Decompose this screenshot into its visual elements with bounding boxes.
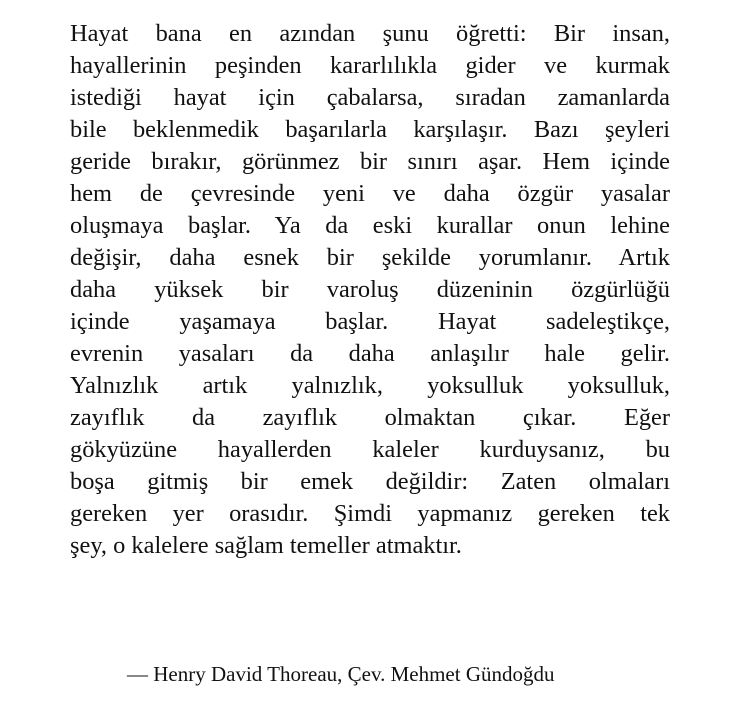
quote-line: değişir, daha esnek bir şekilde yorumlanır. Artık xyxy=(70,244,670,271)
attribution: — Henry David Thoreau, Çev. Mehmet Gündoğdu xyxy=(127,662,555,686)
quote-line: evrenin yasaları da daha anlaşılır hale gelir. xyxy=(70,340,670,367)
quote-line: zayıflık da zayıflık olmaktan çıkar. Eğer xyxy=(70,404,670,431)
quote-line: bile beklenmedik başarılarla karşılaşır. Bazı şeyleri xyxy=(70,116,670,143)
quote-line: geride bırakır, görünmez bir sınırı aşar. Hem içinde xyxy=(70,148,670,175)
quote-line: daha yüksek bir varoluş düzeninin özgürlüğü xyxy=(70,276,670,303)
quote-line: oluşmaya başlar. Ya da eski kurallar onun lehine xyxy=(70,212,670,239)
quote-line: gereken yer orasıdır. Şimdi yapmanız gereken tek xyxy=(70,500,670,527)
quote-line: Yalnızlık artık yalnızlık, yoksulluk yoksulluk, xyxy=(70,372,670,399)
quote-line: gökyüzüne hayallerden kaleler kurduysanız, bu xyxy=(70,436,670,463)
quote-line: boşa gitmiş bir emek değildir: Zaten olmaları xyxy=(70,468,670,495)
quote-line: Hayat bana en azından şunu öğretti: Bir insan, xyxy=(70,20,670,47)
quote-text xyxy=(70,18,670,562)
quote-line: istediği hayat için çabalarsa, sıradan zamanlarda xyxy=(70,84,670,111)
quote-line: şey, o kalelere sağlam temeller atmaktır. xyxy=(70,532,462,559)
quote-line: hem de çevresinde yeni ve daha özgür yasalar xyxy=(70,180,670,207)
quote-line: hayallerinin peşinden kararlılıkla gider ve kurmak xyxy=(70,52,670,79)
quote-line: içinde yaşamaya başlar. Hayat sadeleştikçe, xyxy=(70,308,670,335)
